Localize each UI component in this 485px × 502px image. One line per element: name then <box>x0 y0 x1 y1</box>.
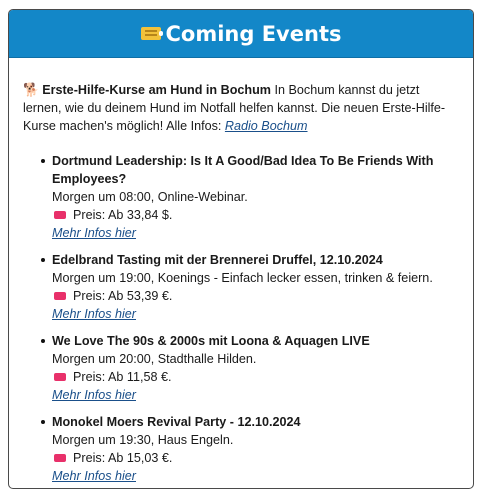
ticket-icon <box>141 27 161 40</box>
list-item <box>52 152 452 242</box>
event-price <box>52 368 452 386</box>
event-price <box>52 287 452 305</box>
list-item <box>52 332 452 404</box>
event-title: We Love The 90s & 2000s mit Loona & Aquagen LIVE <box>52 334 370 348</box>
ticket-icon <box>54 292 66 300</box>
event-meta: Morgen um 08:00, Online-Webinar. <box>52 190 248 204</box>
event-price <box>52 449 452 467</box>
price-label: Preis: Ab 11,58 €. <box>73 370 172 384</box>
dog-icon: 🐕 <box>23 82 40 97</box>
intro-body: In Bochum kannst du jetzt lernen, wie du deinem Hund im Notfall helfen kannst. Die neuen Erste-Hilfe-Kurse machen's möglich! Alle Infos: <box>23 83 446 133</box>
event-price <box>52 206 452 224</box>
event-meta: Morgen um 19:00, Koenings - Einfach lecker essen, trinken & feiern. <box>52 271 433 285</box>
events-title: Coming Events <box>165 21 342 46</box>
price-label: Preis: Ab 33,84 $. <box>73 208 173 222</box>
event-title: Monokel Moers Revival Party - 12.10.2024 <box>52 415 301 429</box>
more-info-link[interactable]: Mehr Infos hier <box>52 469 136 483</box>
ticket-icon <box>54 211 66 219</box>
price-label: Preis: Ab 15,03 €. <box>73 451 173 465</box>
events-header <box>9 10 473 58</box>
price-label: Preis: Ab 53,39 €. <box>73 289 173 303</box>
event-title: Dortmund Leadership: Is It A Good/Bad Idea To Be Friends With Employees? <box>52 154 434 186</box>
radio-bochum-link[interactable]: Radio Bochum <box>224 119 308 133</box>
list-item <box>52 251 452 323</box>
ticket-icon <box>54 373 66 381</box>
more-info-link[interactable]: Mehr Infos hier <box>52 388 136 402</box>
events-card <box>8 9 474 489</box>
event-meta: Morgen um 19:30, Haus Engeln. <box>52 433 234 447</box>
ticket-icon <box>54 454 66 462</box>
list-item <box>52 413 452 485</box>
event-meta: Morgen um 20:00, Stadthalle Hilden. <box>52 352 257 366</box>
more-info-link[interactable]: Mehr Infos hier <box>52 307 136 321</box>
event-title: Edelbrand Tasting mit der Brennerei Druffel, 12.10.2024 <box>52 253 383 267</box>
intro-text <box>23 81 458 135</box>
events-list <box>52 152 452 489</box>
more-info-link[interactable]: Mehr Infos hier <box>52 226 136 240</box>
intro-headline: Erste-Hilfe-Kurse am Hund in Bochum <box>42 83 272 97</box>
